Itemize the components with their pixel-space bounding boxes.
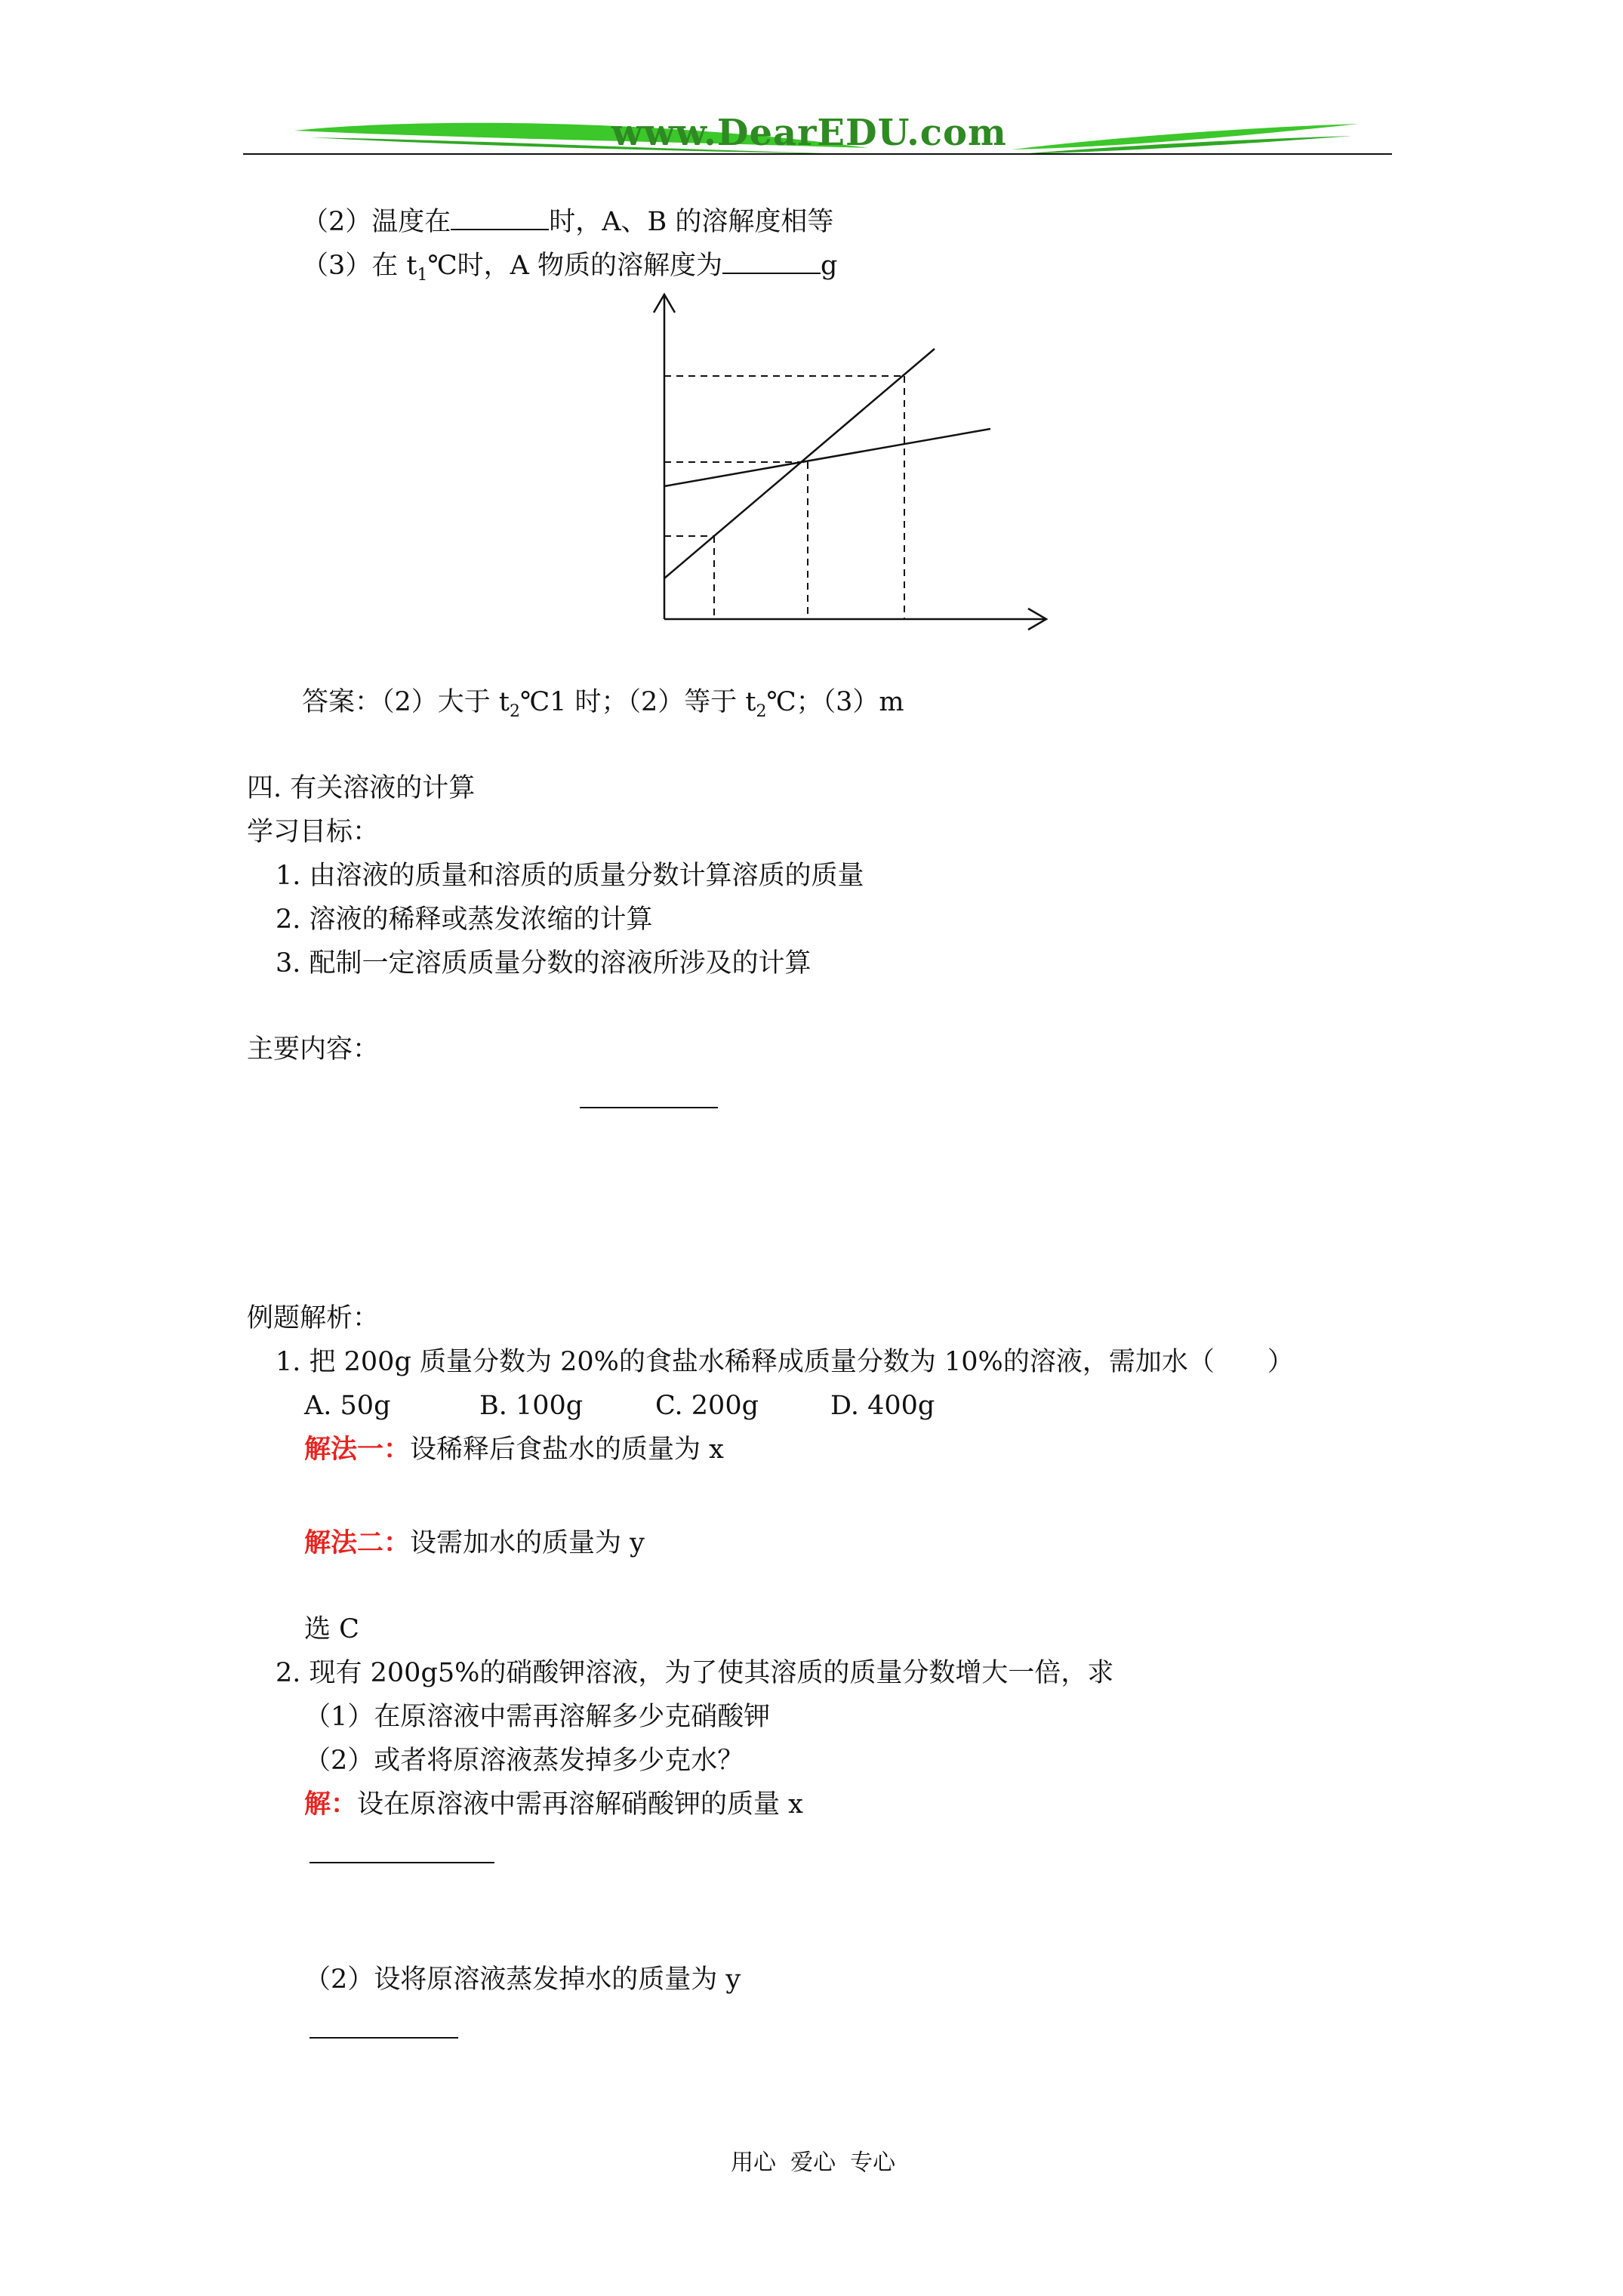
answer-sub-2: 2	[756, 702, 767, 721]
goals-label: 学习目标：	[247, 817, 380, 847]
solution-text: 设在原溶液中需再溶解硝酸钾的质量 x	[357, 1789, 803, 1820]
solution-label: 解：	[304, 1789, 358, 1820]
question-3	[302, 249, 837, 292]
solubility-graph	[649, 287, 1057, 642]
example-1-method-2	[304, 1527, 645, 1560]
section-4-title: 四. 有关溶液的计算	[247, 773, 476, 803]
footer-text: 用心 爱心 专心	[731, 2150, 896, 2176]
example-1-option-b: B. 100g	[479, 1391, 584, 1421]
line-a	[664, 349, 935, 578]
question-2	[302, 205, 833, 239]
question-2-prefix: （2）温度在	[302, 207, 451, 237]
header-swoosh-right	[1012, 119, 1359, 157]
method-1-text: 设稀释后食盐水的质量为 x	[410, 1435, 724, 1465]
answer-suffix: ℃；（3）m	[766, 687, 904, 717]
example-2-sub-1: （1）在原溶液中需再溶解多少克硝酸钾	[304, 1702, 771, 1732]
example-1-method-1	[304, 1433, 724, 1466]
method-2-text: 设需加水的质量为 y	[410, 1528, 645, 1558]
header-banner	[242, 113, 1397, 159]
example-2-part-2: （2）设将原溶液蒸发掉水的质量为 y	[304, 1965, 741, 1995]
line-b	[664, 429, 990, 486]
goal-3: 3. 配制一定溶质质量分数的溶液所涉及的计算	[276, 948, 812, 978]
method-1-label: 解法一：	[304, 1434, 411, 1465]
example-2-question: 2. 现有 200g5%的硝酸钾溶液，为了使其溶质的质量分数增大一倍，求	[276, 1658, 1114, 1688]
solution-2-rule	[310, 2037, 458, 2039]
example-1-option-a: A. 50g	[304, 1391, 391, 1421]
header-rule	[243, 153, 1392, 155]
main-content-label: 主要内容：	[247, 1034, 380, 1065]
main-content-rule	[580, 1107, 718, 1108]
example-1-question: 1. 把 200g 质量分数为 20%的食盐水稀释成质量分数为 10%的溶液，需加水（ ）	[276, 1347, 1294, 1377]
goal-1: 1. 由溶液的质量和溶质的质量分数计算溶质的质量	[276, 861, 864, 891]
question-3-blank	[722, 250, 821, 274]
example-2-solution	[304, 1788, 803, 1821]
goal-2: 2. 溶液的稀释或蒸发浓缩的计算	[276, 905, 653, 935]
example-1-choice: 选 C	[304, 1614, 359, 1644]
example-2-sub-2: （2）或者将原溶液蒸发掉多少克水？	[304, 1746, 744, 1776]
examples-label: 例题解析：	[247, 1303, 380, 1333]
question-3-suffix: g	[821, 251, 838, 281]
example-1-option-d: D. 400g	[830, 1391, 935, 1421]
question-3-prefix: （3）在 t	[302, 251, 417, 281]
solution-1-rule	[310, 1862, 494, 1863]
method-2-label: 解法二：	[304, 1527, 411, 1558]
question-3-subscript: 1	[417, 266, 428, 285]
answer-line	[302, 686, 904, 729]
example-1-option-c: C. 200g	[655, 1391, 759, 1421]
answer-prefix: 答案：（2）大于 t	[302, 687, 510, 717]
question-2-blank	[451, 206, 549, 230]
site-logo-text: www.DearEDU.com	[611, 112, 1007, 154]
question-3-middle: ℃时，A 物质的溶解度为	[427, 251, 723, 281]
question-2-suffix: 时，A、B 的溶解度相等	[549, 207, 834, 237]
answer-middle: ℃1 时；（2）等于 t	[519, 687, 756, 717]
answer-sub-1: 2	[509, 702, 520, 721]
